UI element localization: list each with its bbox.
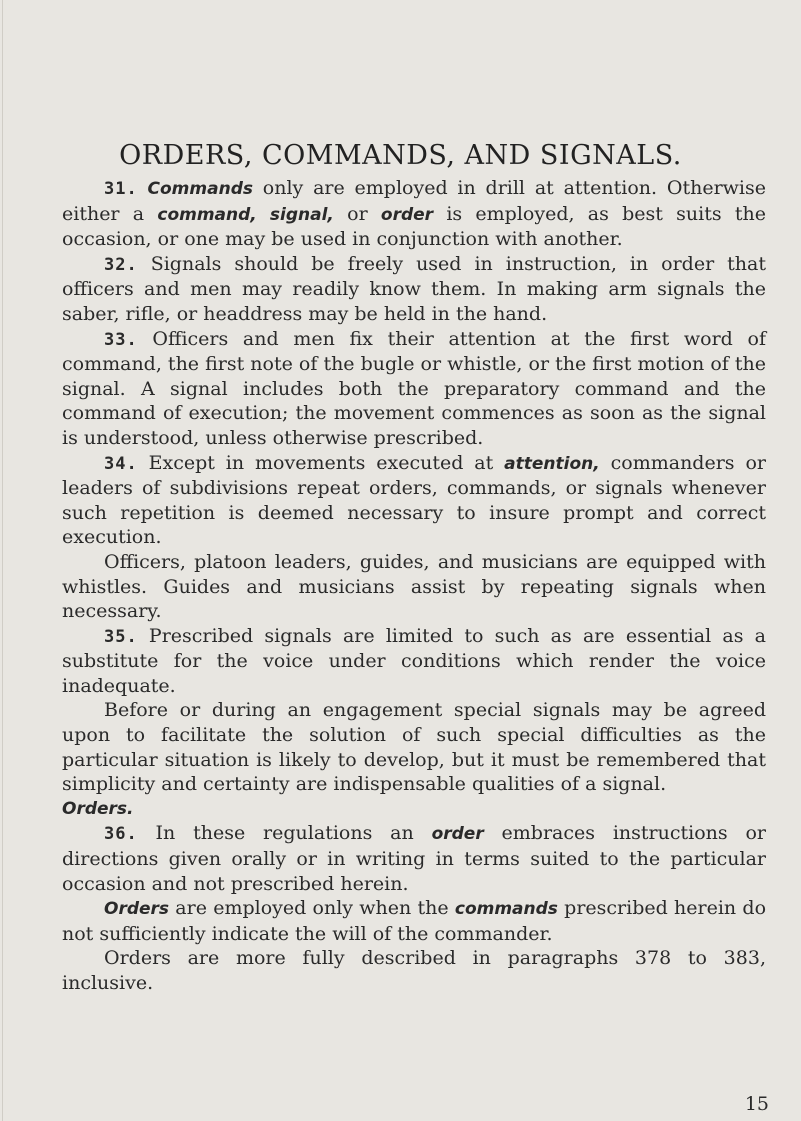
body-text: [62, 176, 766, 996]
paragraph-35-continued: Before or during an engagement special signals may be agreed upon to facilitate the solution of such special difficulties as the particular situation is likely to develop, but it must be remembered that simplicity and certainty are indispensable qualities of a signal.: [62, 699, 766, 796]
emphasis: attention,: [504, 453, 600, 474]
page-title: ORDERS, COMMANDS, AND SIGNALS.: [119, 140, 682, 171]
emphasis: order: [431, 824, 484, 845]
paragraph-32: [62, 252, 766, 327]
section-subheading: Orders.: [62, 798, 134, 819]
text-run: commanders or leaders of subdivisions repeat orders, commands, or signals whenever such repetition is deemed necessary to insure prompt and correct execution.: [62, 451, 766, 549]
text-run: embraces instructions or directions given orally or in writing in terms suited to the particular occasion and not prescribed herein.: [62, 822, 766, 895]
text-run: is employed, as best suits the occasion, or one may be used in conjunction with another.: [62, 202, 767, 251]
emphasis: Orders: [104, 899, 170, 920]
emphasis: command, signal,: [157, 204, 334, 225]
text-run: or: [333, 202, 381, 225]
paragraph-number: 32.: [104, 254, 138, 275]
text-run: In these regulations an: [137, 822, 432, 845]
paragraph-35: [62, 624, 766, 699]
paragraph-number: 35.: [104, 626, 138, 647]
emphasis: commands: [454, 899, 558, 920]
text-run: only are employed in drill at attention. Otherwise either a: [62, 177, 766, 225]
paragraph-34-continued: Officers, platoon leaders, guides, and musicians are equipped with whistles. Guides and musicians assist by repeating signals when necessary.: [62, 550, 766, 623]
paragraph-34: [62, 451, 766, 550]
paragraph-33: [62, 327, 766, 451]
paragraph-number: 34.: [104, 453, 138, 474]
text-run: prescribed herein do not sufficiently indicate the will of the commander.: [62, 897, 767, 945]
text-run: are employed only when the: [169, 897, 455, 920]
text-run: Prescribed signals are limited to such as are essential as a substitute for the voice under conditions which render the voice inadequate.: [62, 624, 766, 697]
text-run: Except in movements executed at: [137, 451, 505, 474]
paragraph-number: 33.: [104, 329, 138, 350]
paragraph-number: 36.: [104, 824, 138, 845]
text-run: Officers and men fix their attention at the first word of command, the first note of the bugle or whistle, or the first motion of the signal. A signal includes both the preparatory command and the command of execution; the movement commences as soon as the signal is understood, unless otherwise prescribed.: [62, 327, 766, 449]
paragraph-36-continued: [62, 896, 766, 946]
paragraph-number: 31.: [104, 179, 138, 199]
paragraph-36: [62, 821, 766, 896]
paragraph-31: [62, 176, 766, 252]
emphasis: Commands: [147, 179, 253, 199]
emphasis: order: [380, 204, 434, 225]
page-number: 15: [744, 1093, 769, 1115]
paragraph-36-final: Orders are more fully described in paragraphs 378 to 383, inclusive.: [62, 947, 766, 994]
text-run: Signals should be freely used in instruction, in order that officers and men may readily know them. In making arm signals the saber, rifle, or headdress may be held in the hand.: [62, 252, 766, 325]
